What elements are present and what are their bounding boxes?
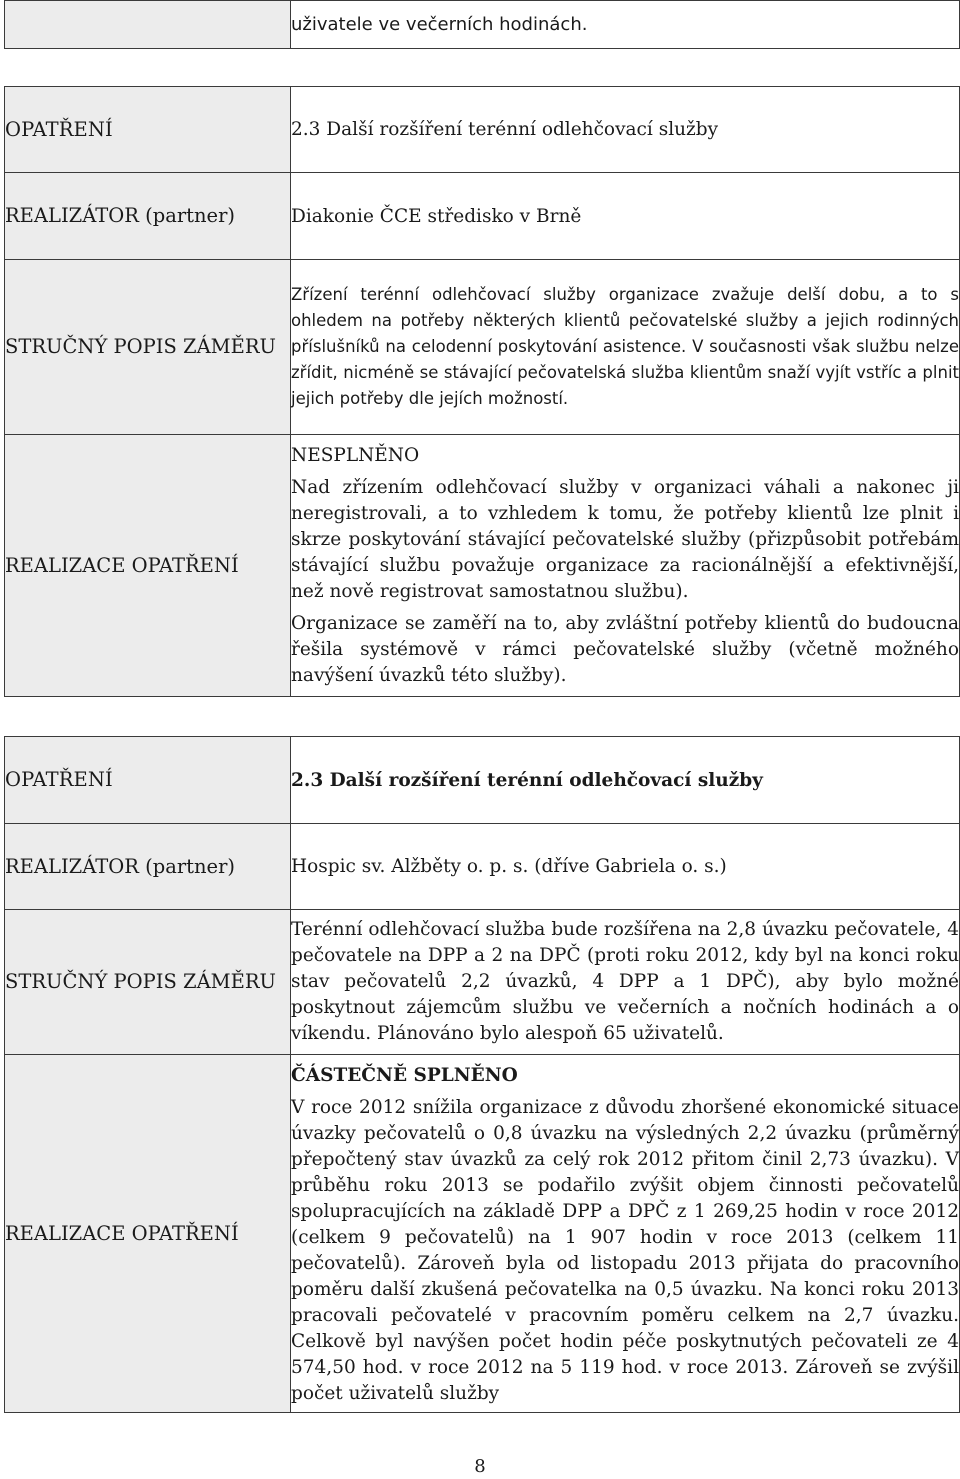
measure-table-hospic bbox=[4, 736, 960, 1413]
measure-title: 2.3 Další rozšíření terénní odlehčovací služby bbox=[291, 737, 960, 824]
continuation-table bbox=[4, 0, 960, 49]
description-cell bbox=[291, 910, 960, 1055]
label-implementation: REALIZACE OPATŘENÍ bbox=[5, 435, 291, 697]
empty-label-cell bbox=[5, 1, 291, 49]
continuation-text: uživatele ve večerních hodinách. bbox=[291, 1, 960, 49]
implementation-cell bbox=[291, 435, 960, 697]
status-badge: ČÁSTEČNĚ SPLNĚNO bbox=[291, 1065, 518, 1086]
realizator-value: Hospic sv. Alžběty o. p. s. (dříve Gabriela o. s.) bbox=[291, 824, 960, 910]
label-description: STRUČNÝ POPIS ZÁMĚRU bbox=[5, 260, 291, 435]
measure-title: 2.3 Další rozšíření terénní odlehčovací služby bbox=[291, 87, 960, 173]
description-text: Zřízení terénní odlehčovací služby organizace zvažuje delší dobu, a to s ohledem na potřeby některých klientů pečovatelské služby a jejich rodinných příslušníků na celodenní poskytování asistence. V současnosti však službu nelze zřídit, nicméně se stávající pečovatelská služba klientům snaží vyjít vstříc a plnit jejich potřeby dle jejích možností. bbox=[291, 285, 959, 408]
description-cell bbox=[291, 260, 960, 435]
label-measure: OPATŘENÍ bbox=[5, 87, 291, 173]
label-measure: OPATŘENÍ bbox=[5, 737, 291, 824]
implementation-text-2: Organizace se zaměří na to, aby zvláštní potřeby klientů do budoucna řešila systémově v rámci pečovatelské služby (včetně možného navýšení úvazků této služby). bbox=[291, 612, 959, 686]
label-implementation: REALIZACE OPATŘENÍ bbox=[5, 1055, 291, 1413]
status-badge: NESPLNĚNO bbox=[291, 444, 420, 466]
description-text: Terénní odlehčovací služba bude rozšířena na 2,8 úvazku pečovatele, 4 pečovatele na DPP a 2 na DPČ (proti roku 2012, kdy byl na konci roku stav pečovatelů 2,2 úvazků, 4 DPP a 1 DPČ), aby bylo možné poskytnout zájemcům službu ve večerních a nočních hodinách a o víkendu. Plánováno bylo alespoň 65 uživatelů. bbox=[291, 919, 959, 1044]
measure-table-diakonie bbox=[4, 86, 960, 697]
label-realizator: REALIZÁTOR (partner) bbox=[5, 173, 291, 260]
label-realizator: REALIZÁTOR (partner) bbox=[5, 824, 291, 910]
realizator-value: Diakonie ČCE středisko v Brně bbox=[291, 173, 960, 260]
page-number: 8 bbox=[474, 1456, 486, 1477]
implementation-text-1: V roce 2012 snížila organizace z důvodu zhoršené ekonomické situace úvazky pečovatelů o 0,8 úvazku na výsledných 2,2 úvazku (průměrný přepočtený stav úvazků za celý rok 2012 přitom činil 2,73 úvazku). V průběhu roku 2013 se podařilo zvýšit objem činnosti pečovatelů spolupracujících na základě DPP a DPČ z 1 269,25 hodin v roce 2012 (celkem 9 pečovatelů) na 1 907 hodin v roce 2013 (celkem 11 pečovatelů). Zároveň byla od listopadu 2013 přijata do pracovního poměru další zkušená pečovatelka na 0,5 úvazku. Na konci roku 2013 pracovali pečovatelé v pracovním poměru celkem na 2,7 úvazku. Celkově byl navýšen počet hodin péče poskytnutých pečovateli ze 4 574,50 hod. v roce 2012 na 5 119 hod. v roce 2013. Zároveň se zvýšil počet uživatelů služby bbox=[291, 1097, 959, 1404]
implementation-cell bbox=[291, 1055, 960, 1413]
label-description: STRUČNÝ POPIS ZÁMĚRU bbox=[5, 910, 291, 1055]
implementation-text-1: Nad zřízením odlehčovací služby v organizaci váhali a nakonec ji neregistrovali, a to vzhledem k tomu, že potřeby klientů lze plnit i skrze poskytování stávající pečovatelské služby (přizpůsobit potřebám stávající službu považuje organizace za racionálnější a efektivnější, než nově registrovat samostatnou službu). bbox=[291, 476, 959, 602]
